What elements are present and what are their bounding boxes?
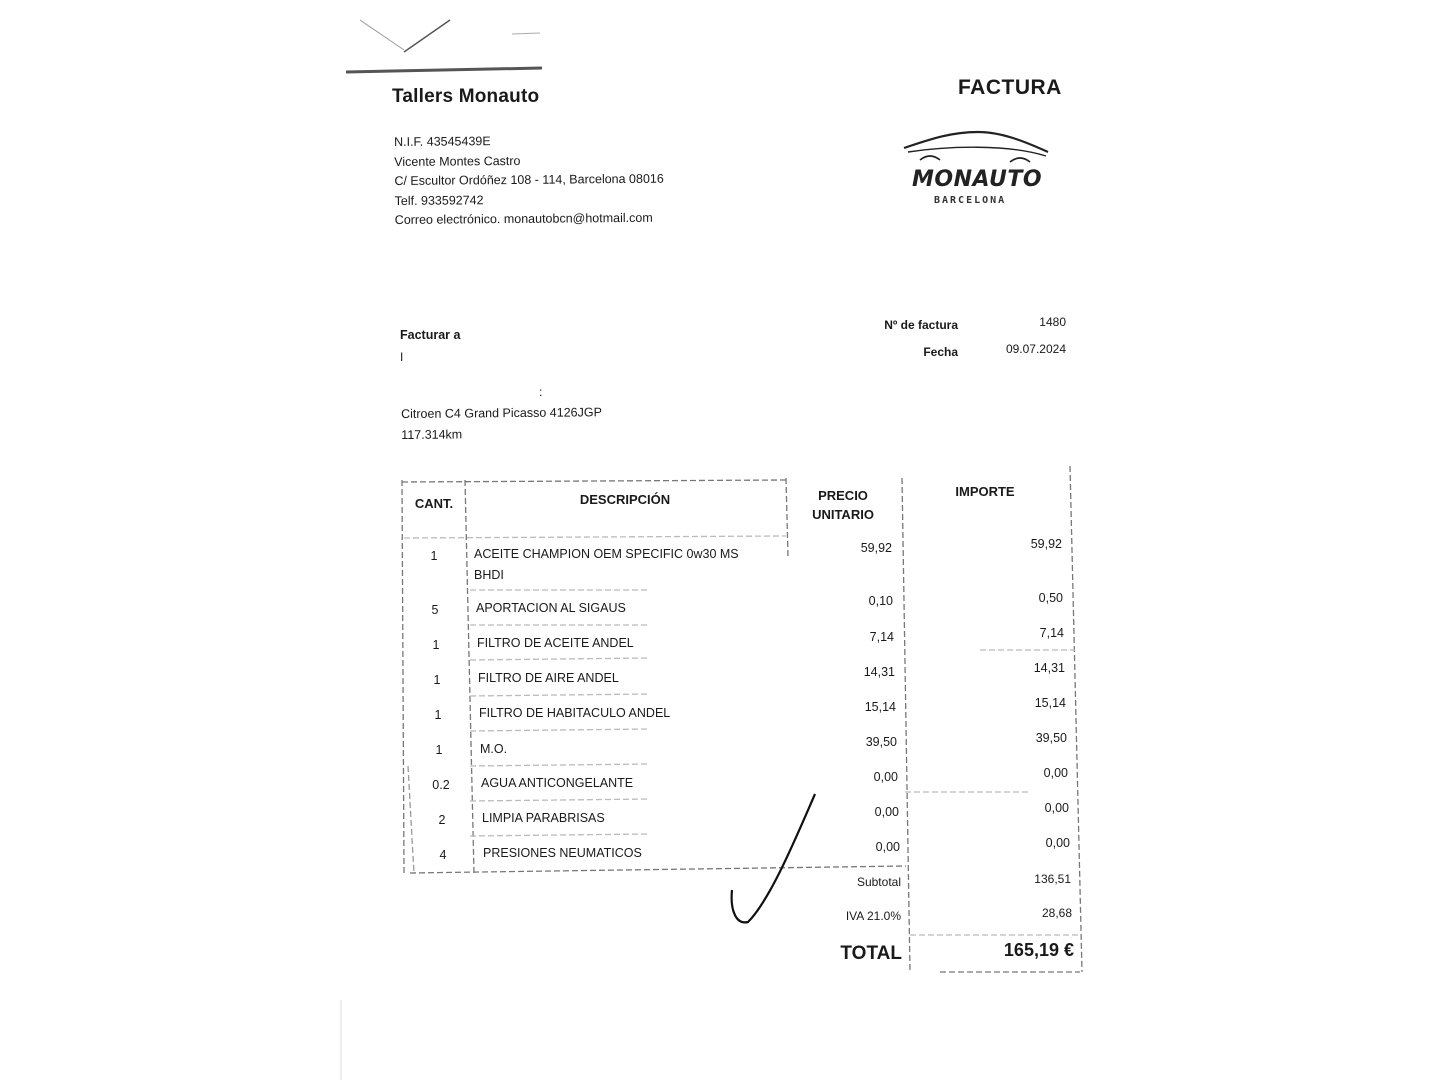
top-scribble-stroke — [404, 20, 450, 52]
subtotal-value: 136,51 — [1034, 872, 1071, 886]
row-7-description: AGUA ANTICONGELANTE — [481, 776, 634, 790]
top-scribble-line — [346, 68, 542, 72]
header-unit-price-line1: PRECIO — [818, 488, 868, 503]
row-8-unit-price: 0,00 — [874, 805, 899, 819]
row-8-qty: 2 — [438, 813, 446, 827]
row-1-amount: 59,92 — [1030, 537, 1062, 551]
handwritten-checkmark — [732, 794, 815, 922]
row-9-qty: 4 — [439, 848, 447, 862]
row-9-description: PRESIONES NEUMATICOS — [483, 846, 642, 860]
row-4-unit-price: 14,31 — [863, 665, 895, 679]
header-unit-price-line2: UNITARIO — [812, 507, 874, 522]
row-6-description: M.O. — [480, 742, 508, 756]
total-label: TOTAL — [840, 943, 902, 964]
invoice-date: 09.07.2024 — [1005, 342, 1066, 356]
row-2-qty: 5 — [431, 603, 439, 617]
invoice-number: 1480 — [1039, 315, 1066, 329]
table-left-border — [402, 480, 404, 874]
company-name: Tallers Monauto — [392, 86, 540, 107]
table-bottom-border — [410, 866, 906, 873]
company-nif: N.I.F. 43545439E — [394, 134, 491, 149]
row-6-unit-price: 39,50 — [865, 735, 897, 749]
row-1-description-line1: ACEITE CHAMPION OEM SPECIFIC 0w30 MS — [474, 547, 739, 561]
row-1-qty: 1 — [430, 549, 438, 563]
table-price-divider — [902, 478, 910, 972]
vehicle-model: Citroen C4 Grand Picasso 4126JGP — [401, 405, 602, 421]
company-email: Correo electrónico. monautobcn@hotmail.com — [394, 210, 653, 227]
subtotal-label: Subtotal — [856, 875, 901, 889]
company-info — [394, 131, 664, 231]
invoice-date-label: Fecha — [923, 345, 958, 359]
company-phone: Telf. 933592742 — [394, 192, 484, 208]
invoice-number-label: Nº de factura — [884, 318, 958, 332]
header-description: DESCRIPCIÓN — [579, 492, 671, 507]
header-amount: IMPORTE — [955, 484, 1015, 499]
row-7-qty: 0.2 — [432, 778, 450, 792]
row-3-unit-price: 7,14 — [869, 630, 894, 644]
row-1-description-line2: BHDI — [474, 568, 504, 582]
row-4-qty: 1 — [433, 673, 441, 687]
vat-value: 28,68 — [1041, 906, 1072, 920]
row-4-description: FILTRO DE AIRE ANDEL — [478, 671, 619, 685]
row-6-amount: 39,50 — [1035, 731, 1067, 745]
logo-wordmark: MONAUTO — [912, 167, 1043, 192]
row-5-amount: 15,14 — [1034, 696, 1066, 710]
row-2-unit-price: 0,10 — [868, 594, 893, 608]
row-2-description: APORTACION AL SIGAUS — [476, 601, 626, 615]
row-4-amount: 14,31 — [1033, 661, 1065, 675]
header-qty: CANT. — [414, 496, 454, 511]
table-desc-divider — [786, 478, 788, 556]
row-6-qty: 1 — [435, 743, 443, 757]
row-9-unit-price: 0,00 — [875, 840, 900, 854]
company-owner: Vicente Montes Castro — [394, 153, 521, 169]
row-9-amount: 0,00 — [1045, 836, 1070, 850]
row-1-unit-price: 59,92 — [860, 541, 892, 555]
top-scribble-stroke-light — [360, 20, 404, 50]
row-7-unit-price: 0,00 — [873, 770, 898, 784]
vehicle-mileage: 117.314km — [401, 427, 463, 442]
header-unit-price — [792, 486, 894, 524]
table-header-top — [402, 480, 786, 482]
row-8-description: LIMPIA PARABRISAS — [482, 811, 605, 825]
row-7-amount: 0,00 — [1043, 766, 1068, 780]
row-5-description: FILTRO DE HABITACULO ANDEL — [479, 706, 671, 720]
logo-city: BARCELONA — [934, 195, 1007, 206]
table-qty-divider — [465, 480, 474, 874]
row-5-qty: 1 — [434, 708, 442, 722]
bill-to-mark: I — [400, 350, 404, 364]
row-3-qty: 1 — [432, 638, 440, 652]
bill-to-colon: : — [539, 385, 543, 399]
row-2-amount: 0,50 — [1038, 591, 1063, 605]
vat-label: IVA 21.0% — [845, 909, 901, 923]
document-title: FACTURA — [958, 76, 1062, 99]
row-8-amount: 0,00 — [1044, 801, 1069, 815]
bill-to-label: Facturar a — [400, 328, 461, 342]
table-right-border — [1070, 466, 1082, 972]
row-1-description — [474, 544, 739, 586]
vehicle-info — [401, 402, 602, 446]
row-3-amount: 7,14 — [1039, 626, 1064, 640]
company-address: C/ Escultor Ordóñez 108 - 114, Barcelona 08016 — [394, 171, 664, 188]
row-3-description: FILTRO DE ACEITE ANDEL — [477, 636, 634, 650]
total-value: 165,19 € — [1003, 940, 1074, 960]
row-5-unit-price: 15,14 — [864, 700, 896, 714]
